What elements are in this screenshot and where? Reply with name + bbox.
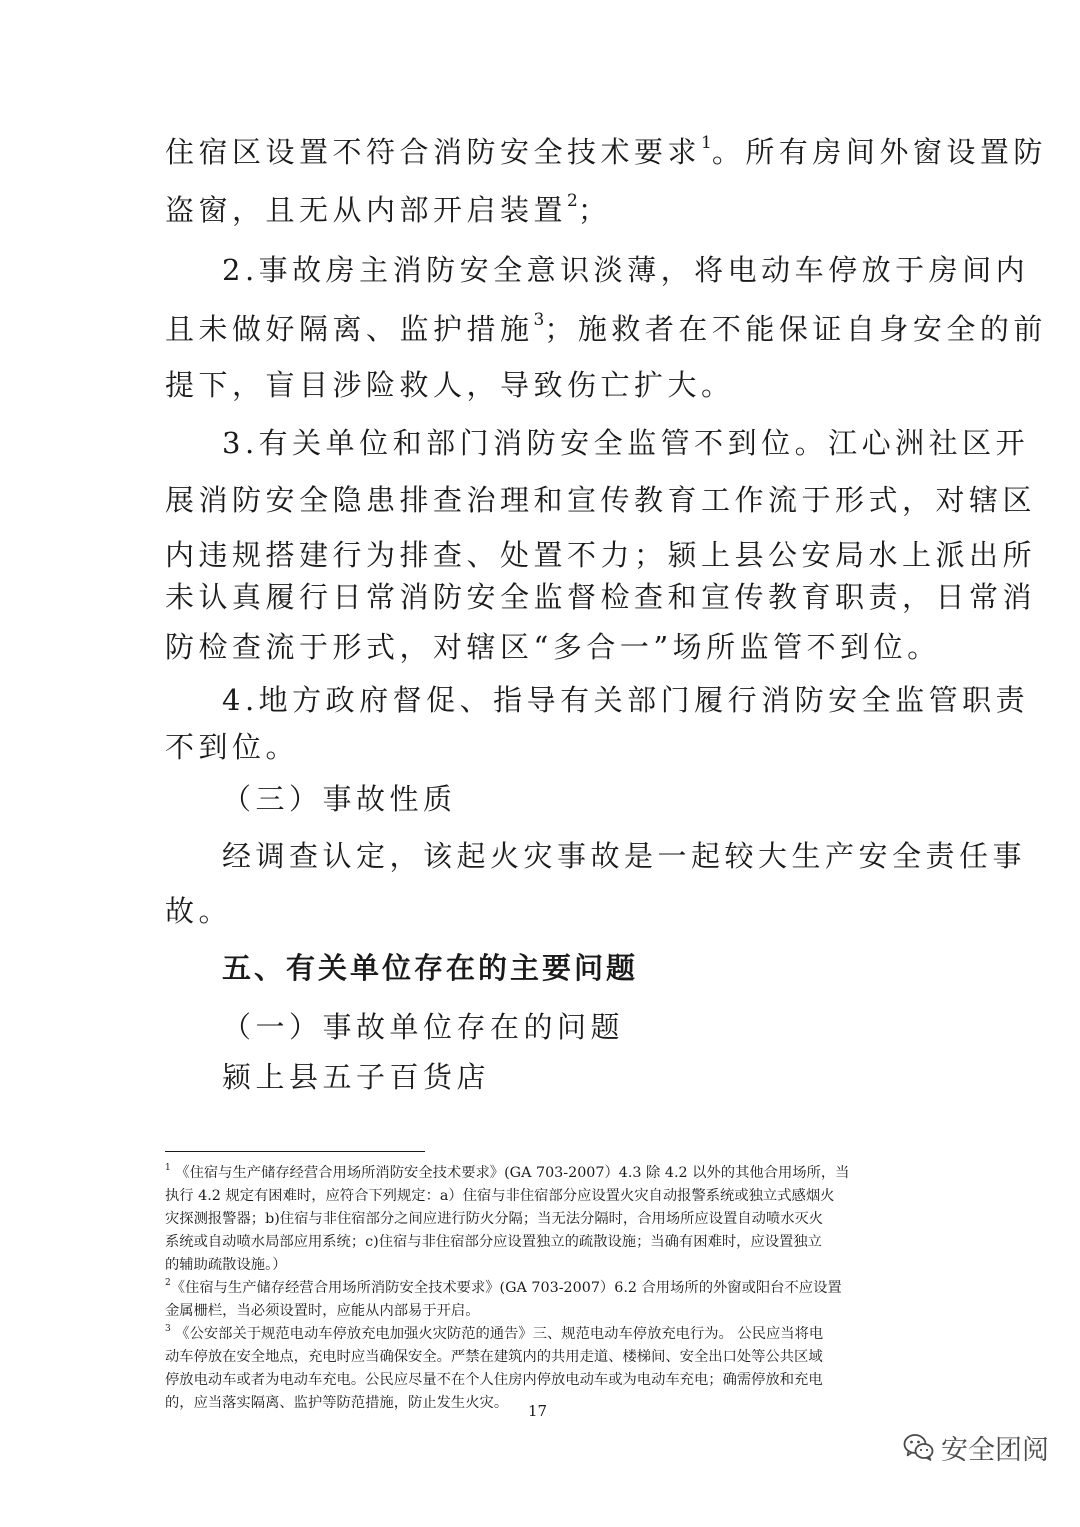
- section-heading: 五、有关单位存在的主要问题: [222, 951, 639, 985]
- footnote-line: 停放电动车或者为电动车充电。公民应尽量不在个人住房内停放电动车或为电动车充电；确需停放和充电: [165, 1372, 823, 1388]
- footnote-line: 执行 4.2 规定有困难时，应符合下列规定：a）住宿与非住宿部分应设置火灾自动报警系统或独立式感烟火: [165, 1188, 835, 1204]
- paragraph-line: 盗窗，且无从内部开启装置$^2$；: [165, 191, 612, 227]
- footnote-line: $^2$《住宿与生产储存经营合用场所消防安全技术要求》(GA 703-2007）6.2 合用场所的外窗或阳台不应设置: [165, 1278, 842, 1296]
- footnote-line: 的，应当落实隔离、监护等防范措施，防止发生火灾。: [165, 1395, 509, 1411]
- paragraph-line: 不到位。: [165, 730, 300, 764]
- footnote-divider: [165, 1151, 425, 1152]
- paragraph-line: 提下，盲目涉险救人，导致伤亡扩大。: [165, 368, 735, 402]
- paragraph-line: 2.事故房主消防安全意识淡薄，将电动车停放于房间内: [222, 253, 1030, 287]
- paragraph-line: 颍上县五子百货店: [222, 1060, 491, 1094]
- footnote-line: 灾探测报警器；b)住宿与非住宿部分之间应进行防火分隔；当无法分隔时，合用场所应设置自动喷水灭火: [165, 1211, 824, 1227]
- footnote-ref[interactable]: 3: [533, 310, 545, 330]
- footnote-ref[interactable]: 1: [701, 133, 712, 153]
- footnote-line: $^3$ 《公安部关于规范电动车停放充电加强火灾防范的通告》三、规范电动车停放充电行为。 公民应当将电: [165, 1324, 824, 1342]
- sub-heading: （三）事故性质: [222, 782, 457, 816]
- paragraph-line: 故。: [165, 894, 233, 928]
- footnote-line: $^1$ 《住宿与生产储存经营合用场所消防安全技术要求》(GA 703-2007）4.3 除 4.2 以外的其他合用场所，当: [165, 1163, 850, 1181]
- footnote-line: 金属栅栏，当必须设置时，应能从内部易于开启。: [165, 1303, 480, 1319]
- footnote-number: 3: [165, 1324, 171, 1334]
- sub-heading: （一）事故单位存在的问题: [222, 1010, 625, 1044]
- footnote-ref[interactable]: 2: [567, 191, 578, 211]
- wechat-icon: [903, 1432, 935, 1462]
- watermark: [903, 1427, 1049, 1467]
- footnote-line: 系统或自动喷水局部应用系统；c)住宿与非住宿部分应设置独立的疏散设施；当确有困难时，应设置独立: [165, 1234, 822, 1250]
- footnote-number: 1: [165, 1163, 171, 1173]
- paragraph-line: 3.有关单位和部门消防安全监管不到位。江心洲社区开: [222, 426, 1030, 460]
- paragraph-line: 经调查认定，该起火灾事故是一起较大生产安全责任事: [222, 839, 1027, 873]
- paragraph-line: 4.地方政府督促、指导有关部门履行消防安全监管职责: [222, 683, 1030, 717]
- footnote-line: 的辅助疏散设施。）: [165, 1257, 287, 1273]
- paragraph-line: 未认真履行日常消防安全监督检查和宣传教育职责，日常消: [165, 580, 1037, 614]
- footnote-line: 动车停放在安全地点，充电时应当确保安全。严禁在建筑内的共用走道、楼梯间、安全出口处等公共区域: [165, 1349, 823, 1365]
- paragraph-line: 且未做好隔离、监护措施$^3$；施救者在不能保证自身安全的前: [165, 310, 1047, 346]
- paragraph-line: 内违规搭建行为排查、处置不力；颍上县公安局水上派出所: [165, 538, 1037, 572]
- paragraph-line: 住宿区设置不符合消防安全技术要求$^1$。所有房间外窗设置防: [165, 133, 1047, 169]
- paragraph-line: 防检查流于形式，对辖区“多合一”场所监管不到位。: [165, 630, 941, 664]
- page-number: 17: [528, 1402, 548, 1420]
- footnote-number: 2: [165, 1278, 171, 1288]
- watermark-text: 安全团阅: [941, 1434, 1049, 1466]
- paragraph-line: 展消防安全隐患排查治理和宣传教育工作流于形式，对辖区: [165, 483, 1037, 517]
